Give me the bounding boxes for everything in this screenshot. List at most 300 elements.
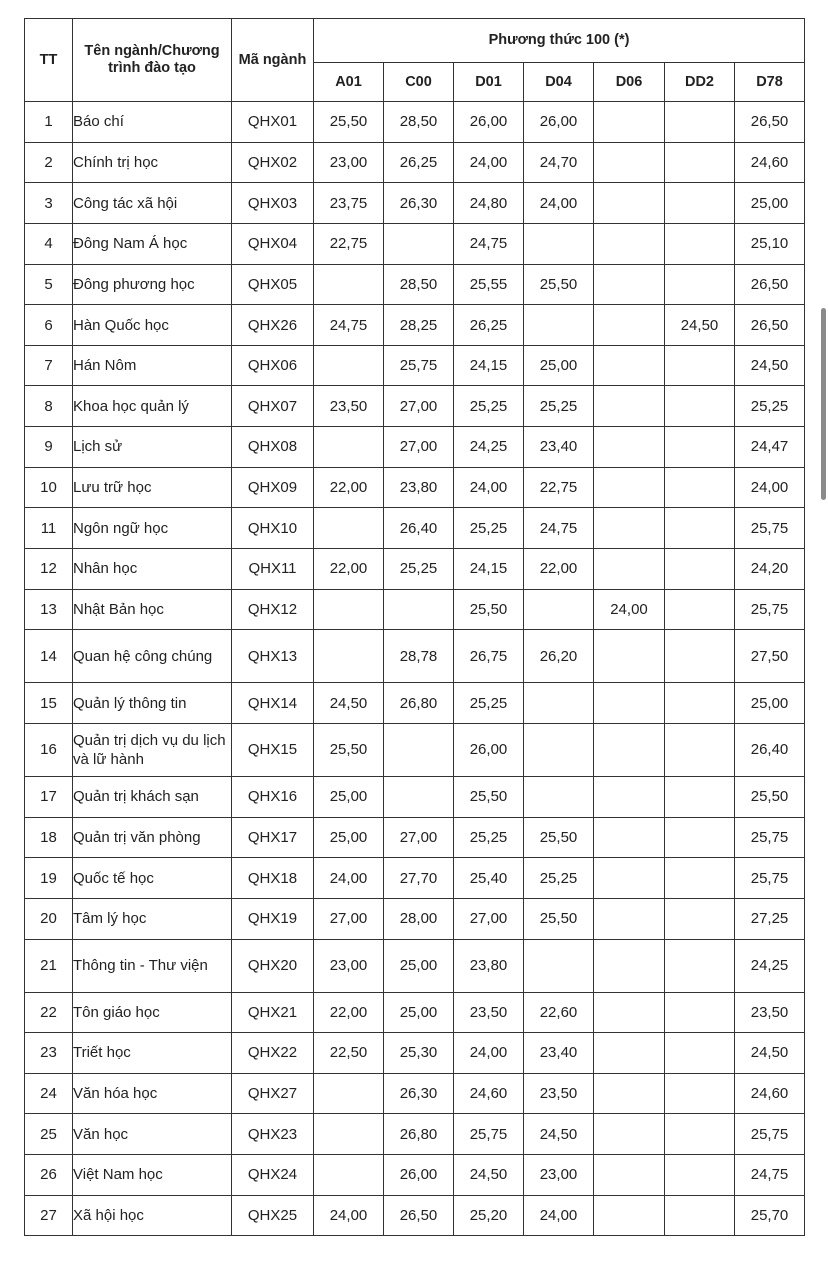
score-d01: 24,15 [454,549,524,590]
table-body [25,102,805,1236]
program-name: Nhật Bản học [73,589,232,630]
score-d06 [594,683,665,724]
score-dd2 [665,630,735,683]
row-number: 5 [25,264,73,305]
row-number: 13 [25,589,73,630]
score-d78: 25,50 [735,776,805,817]
row-number: 17 [25,776,73,817]
score-d01: 24,80 [454,183,524,224]
program-name: Quản lý thông tin [73,683,232,724]
score-c00: 28,50 [384,264,454,305]
score-d04 [524,683,594,724]
program-name: Tâm lý học [73,898,232,939]
score-d01: 25,25 [454,386,524,427]
score-c00: 26,80 [384,1114,454,1155]
score-a01 [314,1155,384,1196]
score-d78: 25,10 [735,223,805,264]
row-number: 9 [25,427,73,468]
score-dd2 [665,142,735,183]
score-d06 [594,1114,665,1155]
program-name: Tôn giáo học [73,992,232,1033]
program-code: QHX27 [232,1073,314,1114]
row-number: 4 [25,223,73,264]
score-d01: 24,00 [454,467,524,508]
score-a01: 23,00 [314,142,384,183]
score-d78: 24,50 [735,345,805,386]
score-d01: 24,00 [454,1033,524,1074]
header-subject-d01: D01 [454,63,524,102]
score-d01: 25,50 [454,589,524,630]
program-name: Văn hóa học [73,1073,232,1114]
table-row [25,305,805,346]
program-code: QHX14 [232,683,314,724]
score-d78: 26,50 [735,102,805,143]
table-row [25,817,805,858]
score-d78: 25,70 [735,1195,805,1236]
score-d04: 23,50 [524,1073,594,1114]
row-number: 1 [25,102,73,143]
program-name: Hàn Quốc học [73,305,232,346]
score-d06 [594,102,665,143]
program-code: QHX03 [232,183,314,224]
score-d78: 25,75 [735,858,805,899]
score-d04 [524,305,594,346]
header-subject-a01: A01 [314,63,384,102]
score-dd2 [665,939,735,992]
score-c00: 26,40 [384,508,454,549]
header-program-code: Mã ngành [232,19,314,102]
score-d06 [594,1073,665,1114]
score-d06 [594,305,665,346]
score-dd2 [665,858,735,899]
score-dd2 [665,1155,735,1196]
score-d78: 27,50 [735,630,805,683]
header-program-name: Tên ngành/Chương trình đào tạo [73,19,232,102]
score-d06 [594,1155,665,1196]
program-code: QHX21 [232,992,314,1033]
score-d78: 25,75 [735,589,805,630]
score-d01: 24,00 [454,142,524,183]
score-dd2 [665,817,735,858]
score-c00: 28,78 [384,630,454,683]
score-dd2: 24,50 [665,305,735,346]
score-d78: 23,50 [735,992,805,1033]
score-d04 [524,723,594,776]
table-row [25,386,805,427]
score-d04: 25,00 [524,345,594,386]
program-code: QHX08 [232,427,314,468]
row-number: 16 [25,723,73,776]
program-code: QHX07 [232,386,314,427]
score-dd2 [665,1033,735,1074]
header-subject-d06: D06 [594,63,665,102]
program-name: Xã hội học [73,1195,232,1236]
score-c00: 27,70 [384,858,454,899]
table-row [25,1073,805,1114]
admission-scores-table [24,18,805,1236]
header-method: Phương thức 100 (*) [314,19,805,63]
score-dd2 [665,467,735,508]
score-d78: 25,00 [735,183,805,224]
table-row [25,549,805,590]
score-d01: 27,00 [454,898,524,939]
row-number: 23 [25,1033,73,1074]
row-number: 22 [25,992,73,1033]
score-c00: 27,00 [384,817,454,858]
score-d06 [594,386,665,427]
score-d06 [594,508,665,549]
program-code: QHX13 [232,630,314,683]
header-tt: TT [25,19,73,102]
row-number: 15 [25,683,73,724]
score-dd2 [665,683,735,724]
score-d04: 23,40 [524,427,594,468]
score-c00: 26,25 [384,142,454,183]
score-d01: 25,25 [454,683,524,724]
program-name: Lưu trữ học [73,467,232,508]
table-row [25,589,805,630]
score-d06 [594,223,665,264]
score-d01: 25,50 [454,776,524,817]
row-number: 18 [25,817,73,858]
table-row [25,898,805,939]
score-d04: 26,00 [524,102,594,143]
score-dd2 [665,776,735,817]
score-c00 [384,223,454,264]
table-row [25,427,805,468]
score-d78: 25,25 [735,386,805,427]
score-a01 [314,589,384,630]
score-a01 [314,508,384,549]
score-a01: 25,50 [314,723,384,776]
score-a01: 24,75 [314,305,384,346]
table-row [25,508,805,549]
score-d04 [524,939,594,992]
score-d04: 26,20 [524,630,594,683]
score-c00: 25,00 [384,939,454,992]
table-row [25,102,805,143]
score-d01: 25,55 [454,264,524,305]
score-c00 [384,776,454,817]
score-d04: 25,25 [524,386,594,427]
score-dd2 [665,427,735,468]
scrollbar-thumb[interactable] [821,308,826,500]
header-subject-d78: D78 [735,63,805,102]
score-d06 [594,183,665,224]
program-code: QHX20 [232,939,314,992]
score-dd2 [665,589,735,630]
score-a01 [314,1114,384,1155]
table-row [25,142,805,183]
score-c00: 26,00 [384,1155,454,1196]
program-name: Việt Nam học [73,1155,232,1196]
row-number: 27 [25,1195,73,1236]
program-code: QHX26 [232,305,314,346]
score-a01: 22,50 [314,1033,384,1074]
table-row [25,345,805,386]
score-d78: 26,40 [735,723,805,776]
score-d04: 25,50 [524,898,594,939]
program-code: QHX11 [232,549,314,590]
score-a01: 24,50 [314,683,384,724]
row-number: 2 [25,142,73,183]
score-d04: 24,00 [524,183,594,224]
score-d01: 26,75 [454,630,524,683]
table-row [25,630,805,683]
score-a01: 23,00 [314,939,384,992]
row-number: 25 [25,1114,73,1155]
program-name: Quản trị dịch vụ du lịch và lữ hành [73,723,232,776]
score-a01: 22,75 [314,223,384,264]
score-c00: 26,80 [384,683,454,724]
score-c00: 26,50 [384,1195,454,1236]
score-a01 [314,264,384,305]
score-dd2 [665,1114,735,1155]
program-code: QHX05 [232,264,314,305]
row-number: 24 [25,1073,73,1114]
program-name: Triết học [73,1033,232,1074]
table-row [25,939,805,992]
score-a01 [314,427,384,468]
score-d78: 24,75 [735,1155,805,1196]
score-d01: 24,75 [454,223,524,264]
score-dd2 [665,102,735,143]
score-d04 [524,776,594,817]
score-d04 [524,223,594,264]
score-dd2 [665,508,735,549]
score-d06 [594,776,665,817]
program-code: QHX04 [232,223,314,264]
score-d06 [594,817,665,858]
score-d01: 25,75 [454,1114,524,1155]
program-code: QHX16 [232,776,314,817]
score-d06 [594,992,665,1033]
table-row [25,683,805,724]
table-row [25,1114,805,1155]
row-number: 10 [25,467,73,508]
program-code: QHX15 [232,723,314,776]
score-d04: 24,70 [524,142,594,183]
score-a01 [314,345,384,386]
score-d78: 25,75 [735,1114,805,1155]
program-name: Công tác xã hội [73,183,232,224]
table-row [25,1033,805,1074]
program-name: Đông phương học [73,264,232,305]
score-d04: 25,25 [524,858,594,899]
row-number: 8 [25,386,73,427]
score-dd2 [665,992,735,1033]
score-d78: 24,50 [735,1033,805,1074]
program-name: Nhân học [73,549,232,590]
score-c00: 26,30 [384,183,454,224]
score-c00: 27,00 [384,386,454,427]
score-d78: 25,00 [735,683,805,724]
program-code: QHX09 [232,467,314,508]
row-number: 11 [25,508,73,549]
score-d06: 24,00 [594,589,665,630]
score-c00 [384,589,454,630]
score-d01: 25,25 [454,508,524,549]
score-a01 [314,630,384,683]
score-d04: 25,50 [524,264,594,305]
score-d78: 24,20 [735,549,805,590]
score-d01: 26,00 [454,723,524,776]
score-d01: 24,15 [454,345,524,386]
score-a01 [314,1073,384,1114]
score-a01: 27,00 [314,898,384,939]
score-d06 [594,898,665,939]
program-name: Văn học [73,1114,232,1155]
score-c00 [384,723,454,776]
program-name: Đông Nam Á học [73,223,232,264]
program-code: QHX12 [232,589,314,630]
score-dd2 [665,898,735,939]
score-dd2 [665,386,735,427]
score-dd2 [665,1073,735,1114]
score-d78: 24,60 [735,142,805,183]
score-c00: 25,75 [384,345,454,386]
score-dd2 [665,1195,735,1236]
score-a01: 23,75 [314,183,384,224]
row-number: 21 [25,939,73,992]
table-row [25,992,805,1033]
score-d01: 24,25 [454,427,524,468]
program-code: QHX22 [232,1033,314,1074]
row-number: 7 [25,345,73,386]
score-c00: 27,00 [384,427,454,468]
program-code: QHX10 [232,508,314,549]
score-d06 [594,549,665,590]
program-code: QHX25 [232,1195,314,1236]
score-d06 [594,1195,665,1236]
program-code: QHX23 [232,1114,314,1155]
score-d04: 24,75 [524,508,594,549]
score-d01: 26,00 [454,102,524,143]
score-d06 [594,345,665,386]
score-d06 [594,467,665,508]
score-a01: 24,00 [314,1195,384,1236]
score-d78: 24,00 [735,467,805,508]
score-dd2 [665,223,735,264]
score-dd2 [665,345,735,386]
program-name: Quản trị văn phòng [73,817,232,858]
score-a01: 22,00 [314,549,384,590]
table-row [25,467,805,508]
program-code: QHX17 [232,817,314,858]
row-number: 14 [25,630,73,683]
score-d01: 23,50 [454,992,524,1033]
table-row [25,776,805,817]
program-name: Chính trị học [73,142,232,183]
program-name: Thông tin - Thư viện [73,939,232,992]
table-row [25,1195,805,1236]
score-c00: 28,25 [384,305,454,346]
score-c00: 25,25 [384,549,454,590]
score-d04: 23,00 [524,1155,594,1196]
score-d04: 22,00 [524,549,594,590]
score-a01: 22,00 [314,467,384,508]
program-code: QHX18 [232,858,314,899]
score-a01: 25,00 [314,817,384,858]
score-d04: 23,40 [524,1033,594,1074]
score-dd2 [665,183,735,224]
header-subject-dd2: DD2 [665,63,735,102]
row-number: 19 [25,858,73,899]
header-subject-c00: C00 [384,63,454,102]
score-a01: 23,50 [314,386,384,427]
score-d04: 24,50 [524,1114,594,1155]
score-d06 [594,264,665,305]
table-row [25,183,805,224]
score-d06 [594,723,665,776]
score-d78: 24,47 [735,427,805,468]
score-c00: 25,30 [384,1033,454,1074]
score-d06 [594,858,665,899]
score-c00: 25,00 [384,992,454,1033]
score-a01: 25,00 [314,776,384,817]
header-subject-d04: D04 [524,63,594,102]
score-d78: 25,75 [735,817,805,858]
score-d04: 25,50 [524,817,594,858]
score-d01: 25,25 [454,817,524,858]
row-number: 12 [25,549,73,590]
score-a01: 25,50 [314,102,384,143]
table-row [25,1155,805,1196]
score-dd2 [665,264,735,305]
score-d01: 23,80 [454,939,524,992]
program-name: Ngôn ngữ học [73,508,232,549]
program-name: Báo chí [73,102,232,143]
score-c00: 23,80 [384,467,454,508]
program-name: Khoa học quản lý [73,386,232,427]
score-d01: 24,50 [454,1155,524,1196]
score-c00: 28,50 [384,102,454,143]
table-row [25,858,805,899]
score-dd2 [665,723,735,776]
score-d78: 25,75 [735,508,805,549]
score-d04 [524,589,594,630]
score-d04: 22,75 [524,467,594,508]
score-d01: 26,25 [454,305,524,346]
score-d01: 25,20 [454,1195,524,1236]
program-code: QHX06 [232,345,314,386]
row-number: 26 [25,1155,73,1196]
table-row [25,264,805,305]
score-a01: 24,00 [314,858,384,899]
score-d04: 22,60 [524,992,594,1033]
program-name: Quản trị khách sạn [73,776,232,817]
program-name: Quan hệ công chúng [73,630,232,683]
program-name: Hán Nôm [73,345,232,386]
program-code: QHX01 [232,102,314,143]
table-row [25,723,805,776]
table-header [25,19,805,102]
score-c00: 28,00 [384,898,454,939]
score-dd2 [665,549,735,590]
program-name: Quốc tế học [73,858,232,899]
score-d06 [594,939,665,992]
score-c00: 26,30 [384,1073,454,1114]
score-d01: 24,60 [454,1073,524,1114]
row-number: 3 [25,183,73,224]
score-d78: 24,25 [735,939,805,992]
table-row [25,223,805,264]
program-name: Lịch sử [73,427,232,468]
score-d78: 26,50 [735,305,805,346]
program-code: QHX02 [232,142,314,183]
score-d78: 24,60 [735,1073,805,1114]
score-d06 [594,1033,665,1074]
